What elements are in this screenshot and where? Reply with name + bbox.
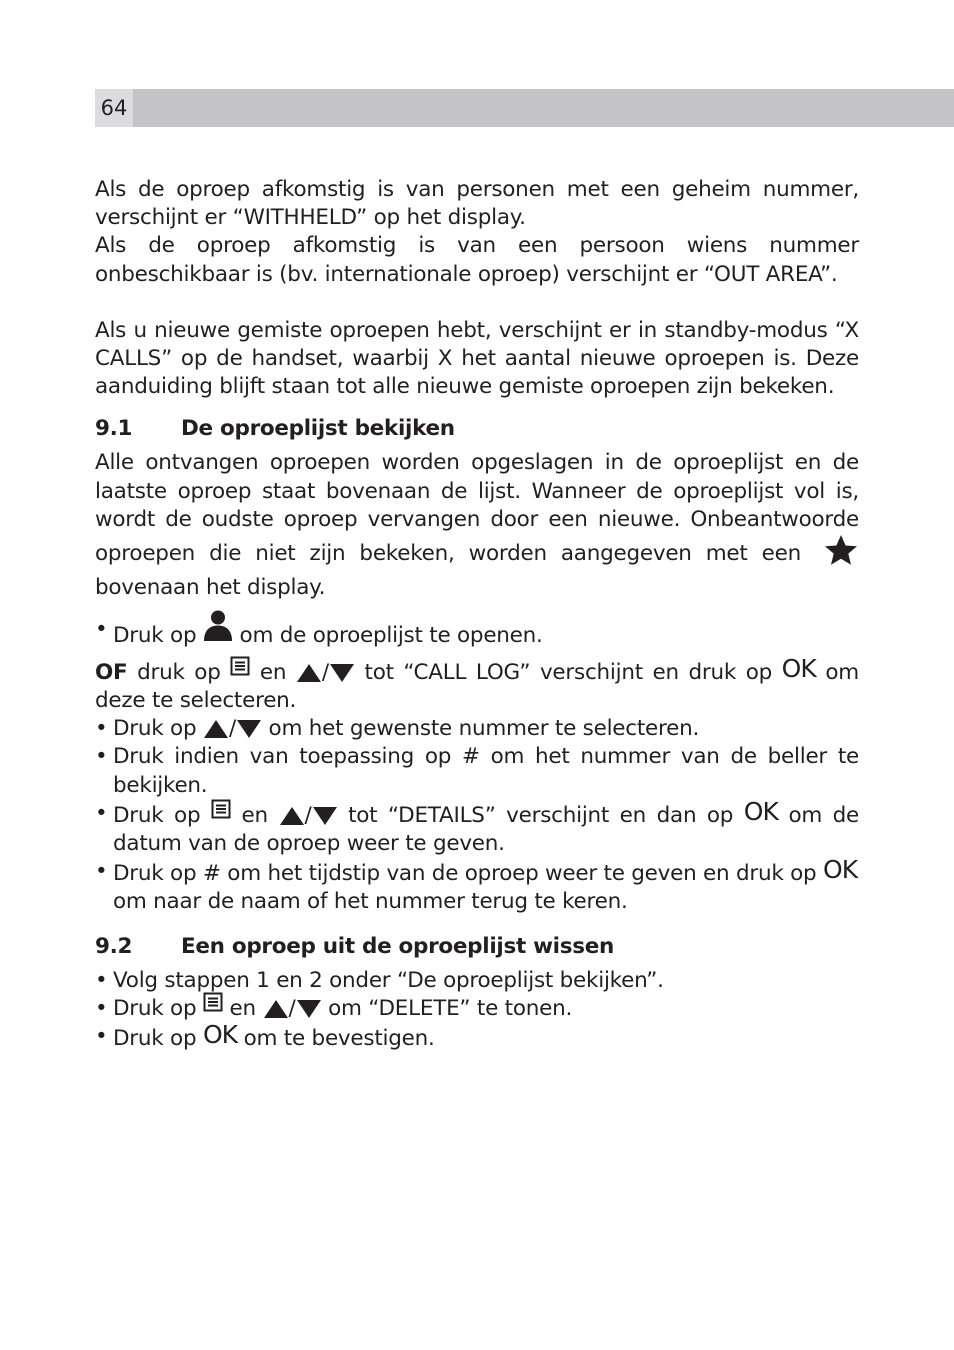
page-content — [95, 176, 859, 1053]
intro-paragraph-2: Als de oproep afkomstig is van een persoon wiens nummer onbeschikbaar is (bv. internationale oproep) verschijnt er “OUT AREA”. — [95, 233, 859, 287]
list-item: • Druk op en / tot “DETAILS” verschijnt en dan op OK om de datum van de oproep weer te geven. — [95, 796, 860, 856]
paragraph-text: Alle ontvangen oproepen worden opgeslagen in de oproeplijst en de laatste oproep staat bovenaan de lijst. Wanneer de oproeplijst vol is, wordt de oudste oproep vervangen door een nieuwe. Onbeantwoorde oproepen die niet zijn bekeken, worden aangegeven met een — [95, 450, 859, 567]
menu-icon — [203, 995, 223, 1023]
list-item: • Druk op / om het gewenste nummer te selecteren. — [95, 715, 859, 743]
list-item: • Druk op en / om “DELETE” te tonen. — [95, 995, 859, 1023]
list-item: • Druk op # om het tijdstip van de oproep weer te geven en druk op OK om naar de naam of het nummer terug te keren. — [95, 855, 858, 915]
intro-paragraph-3: Als u nieuwe gemiste oproepen hebt, verschijnt er in standby-modus “X CALLS” op de handset, waarbij X het aantal nieuwe oproepen is. Deze aanduiding blijft staan tot alle nieuwe gemiste oproepen zijn bekeken. — [95, 317, 859, 400]
bullet: • — [95, 617, 108, 643]
ok-symbol: OK — [781, 653, 816, 683]
up-triangle-icon — [203, 719, 229, 739]
page-number: 64 — [95, 89, 133, 127]
up-down-arrows: / — [296, 659, 355, 687]
section-heading-9-2 — [95, 933, 859, 961]
down-triangle-icon — [236, 719, 262, 739]
up-triangle-icon — [279, 806, 305, 826]
section-title: De oproeplijst bekijken — [181, 416, 455, 442]
person-icon — [203, 616, 233, 656]
list-item: • Druk indien van toepassing op # om het nummer van de beller te bekijken. — [95, 744, 859, 798]
menu-icon — [211, 802, 231, 830]
down-triangle-icon — [312, 806, 338, 826]
menu-icon — [230, 659, 250, 687]
list-item: • Volg stappen 1 en 2 onder “De oproeplijst bekijken”. — [95, 967, 664, 993]
list-item: • Druk op OK om te bevestigen. — [95, 1020, 435, 1052]
down-triangle-icon — [329, 663, 355, 683]
section-heading-9-1 — [95, 415, 859, 443]
list-item: • Druk op om de oproeplijst te openen. — [95, 616, 859, 656]
up-down-arrows: / — [263, 995, 322, 1023]
paragraph-text: bovenaan het display. — [95, 575, 326, 601]
ok-symbol: OK — [743, 796, 778, 826]
section-number: 9.2 — [95, 933, 133, 959]
up-triangle-icon — [296, 663, 322, 683]
page-header-bar — [95, 89, 954, 127]
up-down-arrows: / — [203, 715, 262, 743]
ok-symbol: OK — [202, 1020, 238, 1050]
or-label: OF — [95, 659, 128, 685]
section-1-paragraph — [95, 449, 859, 602]
section-title: Een oproep uit de oproeplijst wissen — [181, 933, 615, 959]
up-down-arrows: / — [279, 802, 338, 830]
down-triangle-icon — [296, 999, 322, 1019]
section-number: 9.1 — [95, 416, 133, 442]
star-icon — [823, 534, 859, 574]
ok-symbol: OK — [823, 855, 858, 885]
intro-paragraph-1: Als de oproep afkomstig is van personen met een geheim nummer, verschijnt er “WITHHELD” op het display. — [95, 177, 859, 231]
alternative-instruction: OF druk op en / tot “CALL LOG” verschijnt en druk op OK om deze te selecteren. — [95, 653, 859, 713]
up-triangle-icon — [263, 999, 289, 1019]
